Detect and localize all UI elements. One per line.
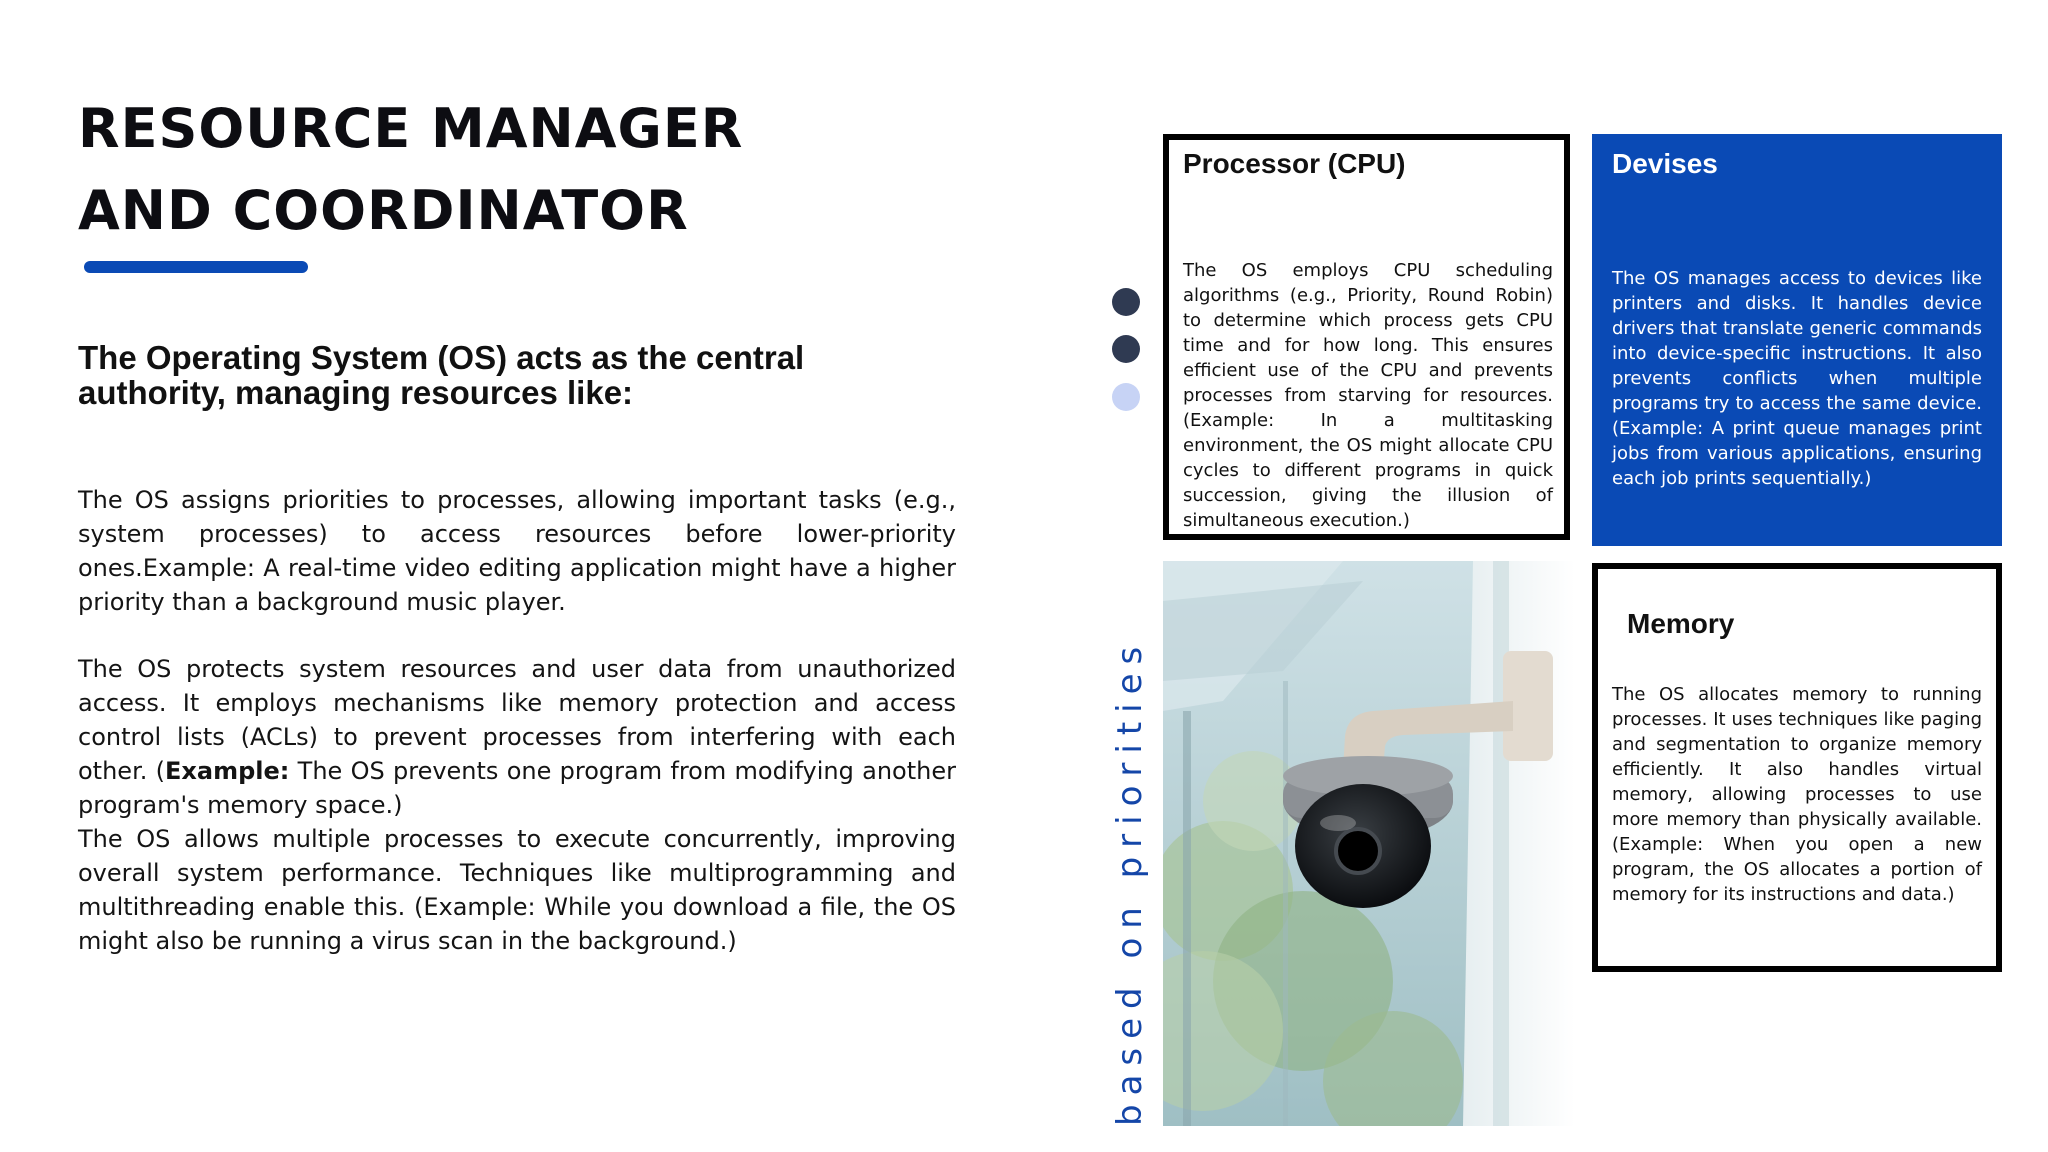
title-accent-bar: [84, 261, 308, 273]
slide-dot-2: [1112, 335, 1140, 363]
subtitle: The Operating System (OS) acts as the central authority, managing resources like:: [78, 339, 805, 411]
paragraph-protection-text: The OS protects system resources and user data from unauthorized access. It employs mechanisms like memory protection and access control lists (ACLs) to prevent processes from interfering with each other. (: [78, 655, 956, 785]
slide-title: RESOURCE MANAGER AND COORDINATOR: [78, 97, 744, 242]
cpu-card-text: The OS employs CPU scheduling algorithms (e.g., Priority, Round Robin) to determine which process gets CPU time and for how long. This ensures efficient use of the CPU and prevents processes from starving for resources. (Example: In a multitasking environment, the OS might allocate CPU cycles to different programs in quick succession, giving the illusion of simultaneous execution.): [1183, 260, 1553, 531]
cpu-card-title: Processor (CPU): [1183, 148, 1406, 179]
security-camera-photo: [1163, 561, 1575, 1126]
paragraph-concurrency: The OS allows multiple processes to execute concurrently, improving overall system performance. Techniques like multiprogramming and multithreading enable this. (Example: While you download a file, the OS might also be running a virus scan in the background.): [78, 825, 956, 955]
memory-card-text: The OS allocates memory to running processes. It uses techniques like paging and segmentation to organize memory efficiently. It also handles virtual memory, allowing processes to use more memory than physically available. (Example: When you open a new program, the OS allocates a portion of memory for its instructions and data.): [1612, 684, 1982, 905]
slide-dot-1: [1112, 288, 1140, 316]
security-camera-illustration: [1163, 561, 1575, 1126]
slide-dot-3: [1112, 383, 1140, 411]
vertical-label: based on priorities: [1110, 637, 1150, 1126]
devices-card-text: The OS manages access to devices like printers and disks. It handles device drivers that translate generic commands into device-specific instructions. It also prevents conflicts when multiple programs try to access the same device. (Example: A print queue manages print jobs from various applications, ensuring each job prints sequentially.): [1612, 268, 1982, 489]
paragraph-protection: [78, 652, 956, 822]
devices-card-title: Devises: [1612, 148, 1718, 179]
memory-card-title: Memory: [1627, 608, 1735, 639]
paragraph-priorities: The OS assigns priorities to processes, allowing important tasks (e.g., system processes) to access resources before lower-priority ones.Example: A real-time video editing application might have a higher priority than a background music player.: [78, 486, 956, 616]
example-label: Example:: [165, 757, 290, 785]
paragraph-protection-tail: The OS prevents one program from modifying another program's memory space.): [78, 757, 956, 819]
